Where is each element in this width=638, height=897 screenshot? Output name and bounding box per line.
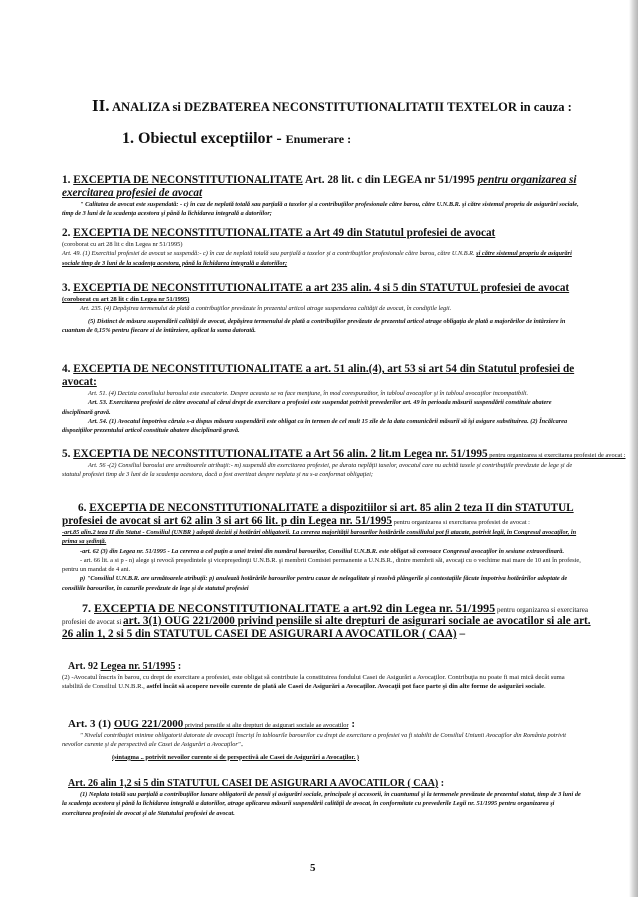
article-colon: : — [175, 661, 182, 672]
exception-title: EXCEPTIA DE NECONSTITUTIONALITATE — [89, 502, 319, 514]
exception-dash: – — [456, 628, 466, 641]
exception-6 — [62, 502, 582, 593]
exception-ref: Art. 28 lit. c din LEGEA nr 51/1995 — [302, 174, 478, 186]
exception-number: 5. — [62, 448, 74, 460]
exception-5-heading — [62, 448, 626, 461]
exception-title: EXCEPTIA DE NECONSTITUTIONALITATE a art. 51 alin.(4), art 53 si art 54 din Statutul profesiei de avocat: — [62, 363, 575, 388]
exception-title: EXCEPTIA DE NECONSTITUTIONALITATE — [73, 448, 303, 460]
exception-6-art85: -art.85 alin.2 teza II din Statut - Consiliul (UNBR ) adoptă decizii şi hotărâri obligatorii. La cererea majorităţii barourilor hotărârile consiliului pot fi atacate, potrivit legii, în Congresul avocaţilor, în prima sa şedinţă. — [62, 529, 577, 546]
article-colon: : — [348, 718, 356, 730]
section-heading — [92, 96, 592, 116]
art3-block — [62, 718, 582, 762]
art3-heading — [62, 718, 582, 731]
exception-3-quote-2: (5) Distinct de măsura suspendării calităţii de avocat, depăşirea termenului de plată a contribuţiilor prevăzute de prezentul articol atrage obligaţia de plată a majorărilor de întârziere în cuantum de 0,15% pentru fiecare zi de întârziere, aplicat la suma datorată. — [62, 317, 566, 334]
article-text: (2) -Avocatul înscris în barou, cu drept de exercitare a profesiei, este obligat să contribuie la constituirea fondului Casei de Asigurări a Avocaţilor. Contribuţia nu poate fi mai mică decât suma stabilită de Consiliul U.N.B.R., — [62, 674, 565, 691]
exception-4-art53: Art. 53. Exercitarea profesiei de către avocatul al cărui drept de exercitare a profesiei este suspendat potrivit prevederilor art. 49 în perioada măsurii suspendării constituie abatere disciplinară gravă. — [62, 399, 552, 416]
exception-number: 1. — [62, 174, 74, 186]
exception-1-heading — [62, 174, 582, 187]
art3-text — [62, 731, 582, 753]
article-text-sub: " — [240, 744, 243, 751]
art26-block — [62, 777, 582, 818]
exception-ref-law-cont: exercitarea profesiei de avocat — [62, 187, 203, 199]
page-number: 5 — [310, 862, 316, 874]
art26-heading — [62, 777, 582, 790]
exception-4 — [62, 363, 582, 435]
exception-number: 2. — [62, 227, 74, 239]
statut-ref: Art. 26 alin 1,2 si 5 din STATUTUL CASEI DE ASIGURARI A AVOCATILOR ( CAA) — [68, 778, 439, 789]
exception-ref-law: profesiei de avocat si art 62 alin 3 si art 66 lit. p din Legea nr. 51/1995 — [62, 515, 393, 527]
exception-7-line-2 — [62, 615, 591, 628]
art3-sintagma: (sintagma .. potrivit nevoilor curente si de perspectivă ale Casei de Asigurări a Avocaţilor. ) — [112, 753, 360, 761]
exception-3-quote-1: Art. 235. (4) Depăşirea termenului de plată a contribuţiilor prevăzute în prezentul articol atrage suspendarea calităţii de avocat, în condiţiile legii. — [80, 305, 452, 313]
exception-note: profesiei de avocat si — [62, 618, 124, 627]
exception-ref-oug: art. 3(1) OUG 221/2000 privind pensiile si alte drepturi de asigurari sociale ae avocatilor si ale art. — [123, 615, 591, 628]
exception-number: 7. — [82, 601, 94, 615]
exception-2 — [62, 227, 582, 268]
exception-6-art62: -art. 62 (3) din Legea nr. 51/1995 - La cererea a cel puţin a unei treimi din numărul barourilor, Consiliul U.N.B.R. este obligat să convoace Congresul avocaţilor în sesiune extraordinară. — [80, 547, 565, 555]
article-label: Art. 92 — [68, 661, 101, 672]
exception-number: 6. — [78, 502, 90, 514]
exception-ref: a art.92 din Legea nr. 51/1995 — [340, 601, 496, 615]
exception-title: EXCEPTIA DE NECONSTITUTIONALITATE — [73, 174, 303, 186]
exception-ref: a dispozitiilor si art. 85 alin 2 teza II din STATUTUL — [318, 502, 574, 514]
exception-4-art54: Art. 54. (1) Avocatul împotriva căruia s-a dispus măsura suspendării este obligat ca în termen de cel mult 15 zile de la data comunicării măsurii să îşi asigure substituirea. (2) Încălcarea dispoziţiilor prezentului articol constituie abatere disciplinară gravă. — [62, 417, 568, 435]
exception-5-quote: Art. 56 -(2) Consiliul baroului are următoarele atribuţii:- m) suspendă din exercitarea profesiei, pe durata neplăţii taxelor, avocatul care nu achită taxele şi contribuţiile prevăzute de lege şi de statutul profesiei timp de 3 luni de la scadenţa acestora, dacă a fost avertizat despre neplata şi nu s-a conformat obligaţiei; — [62, 462, 573, 479]
exception-4-art51: Art. 51. (4) Decizia consiliului baroului este executorie. Despre aceasta se va face menţiune, în mod corespunzător, în tabloul avocaţilor şi în tabloul avocaţilor incompatibili. — [88, 390, 529, 397]
exception-note: pentru organizarea si exercitarea — [495, 606, 588, 614]
article-label: Art. 3 (1) — [68, 718, 114, 730]
exception-6-art66-p: p) "Consiliul U.N.B.R. are următoarele atribuţii: p) anulează hotărârile barourilor pentru cauze de nelegalitate şi rezolvă plângerile şi contestaţiile făcute împotriva hotărârilor adoptate de consiliile barourilor, în cazurile prevăzute de lege şi de statutul profesiei — [62, 575, 568, 592]
article-colon: : — [438, 778, 445, 789]
law-ref: Legea nr. 51/1995 — [100, 661, 176, 672]
exception-2-quote — [62, 249, 582, 268]
article-text-end: . — [544, 683, 546, 691]
exception-ref: a Art 49 din Statutul profesiei de avocat — [302, 227, 496, 239]
oug-title: privind pensiile si alte drepturi de asigurari sociale ae avocatilor — [183, 722, 349, 729]
exception-title: EXCEPTIA DE NECONSTITUTIONALITATE — [94, 601, 341, 615]
exception-6-heading-cont — [62, 515, 582, 528]
exception-number: 3. — [62, 282, 74, 294]
exception-ref-statut: 26 alin 1, 2 si 5 din STATUTUL CASEI DE ASIGURARI A AVOCATILOR ( CAA) — [62, 628, 457, 641]
quote-text-emphasis: şi către sistemul propriu de asigurări sociale timp de 3 luni de la scadenţa acestora, până la lichidarea integrală a datoriilor; — [62, 250, 572, 267]
exception-note: pentru organizarea si exercitarea profesiei de avocat : — [487, 452, 626, 459]
exception-1-heading-cont — [62, 187, 582, 200]
section-number: II. — [92, 96, 110, 115]
exception-7-heading — [62, 601, 588, 615]
art26-text: (1) Neplata totală sau parţială a contribuţiilor lunare obligatorii de pensii şi asigurări sociale, principale şi accesorii, în cuantumul şi la termenele prevăzute de prezentul statut, timp de 3 luni de la scadenţa acestora şi până la lichidarea integrală a datoriilor, atrage aplicarea măsurii suspendării calităţii de avocat, în conformitate cu prevederile Legii nr. 51/1995 pentru organizarea şi exercitarea profesiei de avocat şi ale Statutului profesiei de avocat. — [62, 791, 581, 817]
exception-2-note: (coroborat cu art 28 lit c din Legea nr 51/1995) — [62, 241, 183, 248]
exception-1-quote: " Calitatea de avocat este suspendată: - c) în caz de neplată totală sau parţială a taxelor şi a contribuţiilor profesionale către barou, către U.N.B.R. şi către sistemul propriu de asigurări sociale, timp de 3 luni de la scadenţa acestora şi până la lichidarea integrală a datoriilor; — [62, 201, 579, 218]
scan-edge-shadow — [629, 0, 638, 897]
exception-7-line-3 — [62, 628, 582, 641]
subsection-suffix: Enumerare : — [285, 132, 352, 146]
exception-6-art66: - art. 66 lit. a si p - n) alege şi revocă preşedintele şi vicepreşedinţii U.N.B.R. şi membrii Comisiei permanente a U.N.B.R., dintre membrii săi, avocaţi cu o vechime mai mare de 10 ani în profesie, pentru un mandat de 4 ani. — [62, 556, 581, 574]
exception-note: pentru organizarea si exercitarea profesiei de avocat : — [392, 519, 530, 526]
art92-heading — [62, 660, 582, 673]
subsection-heading — [122, 130, 351, 148]
exception-7 — [62, 601, 591, 641]
article-text-emphasis: astfel încât să acopere nevoile curente de plată ale Casei de Asigurări a Avocaţilor. Avocaţii pot face parte şi din alte forme de asigurări sociale — [146, 683, 545, 691]
exception-6-heading — [62, 502, 582, 515]
art92-block — [62, 660, 582, 692]
exception-2-heading — [62, 227, 582, 240]
exception-title: EXCEPTIA DE NECONSTITUTIONALITATE — [73, 282, 303, 294]
exception-number: 4. — [62, 363, 74, 375]
exception-ref: a art 235 alin. 4 si 5 din STATUTUL profesiei de avocat — [302, 282, 570, 294]
exception-3-heading — [62, 282, 582, 295]
exception-ref: a Art 56 alin. 2 lit.m Legea nr. 51/1995 — [302, 448, 488, 460]
article-text: " Nivelul contribuţiei minime obligatorii datorate de avocaţii înscrişi în tablourile barourilor cu drept de exercitare a profesiei va fi stabilit de Consiliul Uniunii Avocaţilor din România potrivit nevoilor curente şi de perspectivă ale Casei de Asigurări a Avocaţilor" — [62, 732, 567, 749]
exception-3 — [62, 282, 582, 335]
exception-1 — [62, 174, 582, 219]
exception-3-note: (coroborat cu art 28 lit c din Legea nr 51/1995) — [62, 296, 190, 303]
quote-text: Art. 49. (1) Exercitiul profesiei de avocat se suspendă:- c) în caz de neplată totală sau parţială a taxelor şi a contribuţiilor profesionale către barou, către U.N.B.R. — [62, 250, 477, 258]
exception-4-heading — [62, 363, 582, 389]
subsection-title: 1. Obiectul exceptiilor - — [122, 130, 286, 147]
section-heading-text: ANALIZA si DEZBATEREA NECONSTITUTIONALITATII TEXTELOR in cauza : — [111, 100, 572, 114]
exception-ref-law: pentru organizarea si — [477, 174, 577, 186]
oug-ref: OUG 221/2000 — [113, 718, 184, 730]
exception-title: EXCEPTIA DE NECONSTITUTIONALITATE — [73, 227, 303, 239]
art92-text — [62, 673, 582, 692]
exception-5 — [62, 448, 626, 480]
